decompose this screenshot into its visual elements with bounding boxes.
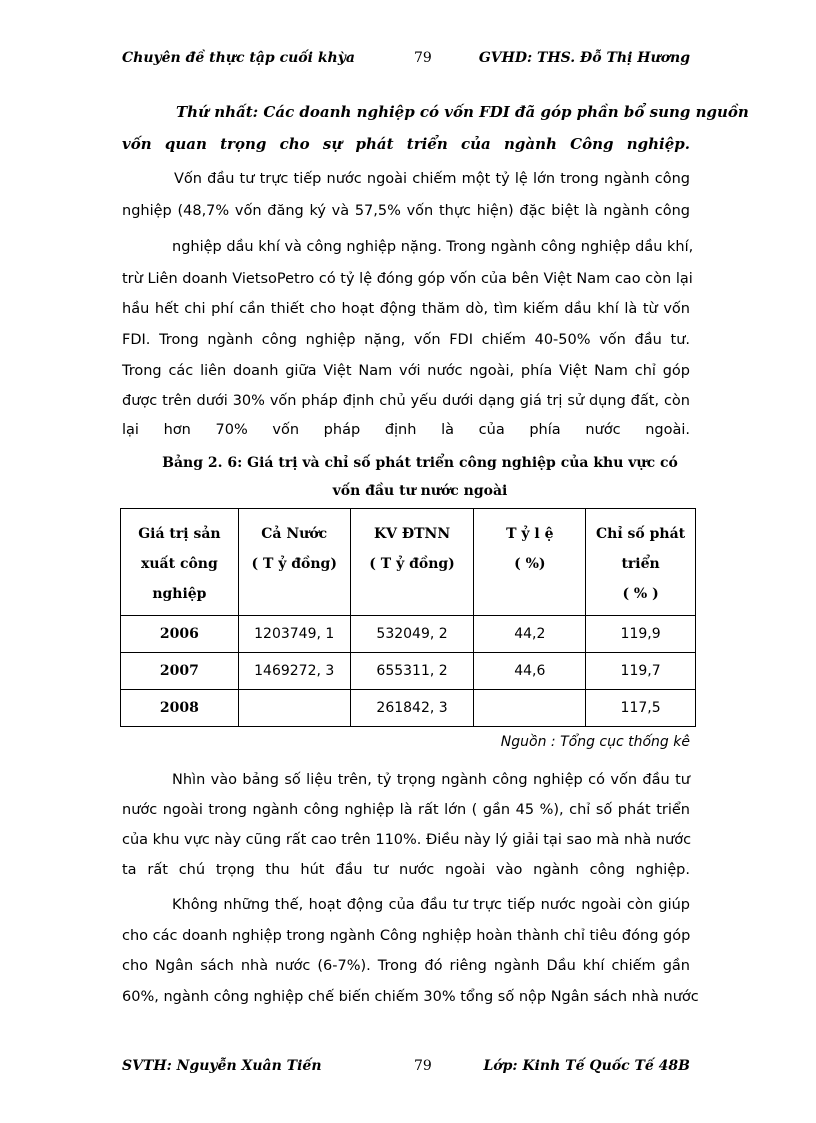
paragraph-line: Không những thế, hoạt động của đầu tư trực tiếp nước ngoài còn giúp (172, 897, 690, 913)
col-header-growth-index: Chỉ số phát triển ( % ) (586, 509, 696, 616)
col-header-production-value: Giá trị sản xuất công nghiệp (121, 509, 239, 616)
footer-page-number: 79 (414, 1058, 432, 1074)
cell-growth-index: 119,7 (586, 653, 696, 690)
intro-heading-line-2: vốn quan trọng cho sự phát triển của ngành Công nghiệp. (122, 135, 690, 153)
paragraph-line: ta rất chú trọng thu hút đầu tư nước ngoài vào ngành công nghiệp. (122, 862, 690, 878)
table-row (121, 616, 696, 653)
footer-left: SVTH: Nguyễn Xuân Tiến (122, 1058, 322, 1074)
paragraph-line: lại hơn 70% vốn pháp định là của phía nước ngoài. (122, 422, 690, 438)
paragraph-line: nghiệp (48,7% vốn đăng ký và 57,5% vốn thực hiện) đặc biệt là ngành công (122, 203, 690, 219)
paragraph-line: hầu hết chi phí cần thiết cho hoạt động thăm dò, tìm kiếm dầu khí là từ vốn (122, 301, 690, 317)
paragraph-line: FDI. Trong ngành công nghiệp nặng, vốn FDI chiếm 40-50% vốn đầu tư. (122, 332, 690, 348)
paragraph-line: Trong các liên doanh giữa Việt Nam với nước ngoài, phía Việt Nam chỉ góp (122, 363, 690, 379)
paragraph-line: Nhìn vào bảng số liệu trên, tỷ trọng ngành công nghiệp có vốn đầu tư (172, 772, 690, 788)
paragraph-line: cho các doanh nghiệp trong ngành Công nghiệp hoàn thành chỉ tiêu đóng góp (122, 928, 691, 944)
header-left: Chuyên đề thực tập cuối khỳa (122, 50, 355, 66)
cell-fdi-sector: 532049, 2 (350, 616, 474, 653)
table-row (121, 690, 696, 727)
cell-ratio (474, 690, 586, 727)
paragraph-line: trừ Liên doanh VietsoPetro có tỷ lệ đóng góp vốn của bên Việt Nam cao còn lại (122, 271, 693, 287)
cell-whole-country: 1203749, 1 (238, 616, 350, 653)
header-page-number: 79 (414, 50, 432, 66)
paragraph-line: Vốn đầu tư trực tiếp nước ngoài chiếm một tỷ lệ lớn trong ngành công (174, 171, 690, 187)
cell-fdi-sector: 261842, 3 (350, 690, 474, 727)
col-header-fdi-sector: KV ĐTNN ( T ỷ đồng) (350, 509, 474, 616)
header-right: GVHD: THS. Đỗ Thị Hương (478, 50, 690, 66)
cell-whole-country: 1469272, 3 (238, 653, 350, 690)
col-header-ratio: T ỷ l ệ ( %) (474, 509, 586, 616)
table-row (121, 653, 696, 690)
paragraph-line: được trên dưới 30% vốn pháp định chủ yếu dưới dạng giá trị sử dụng đất, còn (122, 393, 690, 409)
cell-fdi-sector: 655311, 2 (350, 653, 474, 690)
footer-right: Lớp: Kinh Tế Quốc Tế 48B (483, 1058, 690, 1074)
intro-heading-line-1: Thứ nhất: Các doanh nghiệp có vốn FDI đã góp phần bổ sung nguồn (176, 103, 749, 121)
paragraph-line: cho Ngân sách nhà nước (6-7%). Trong đó riêng ngành Dầu khí chiếm gần (122, 958, 690, 974)
cell-year: 2007 (121, 653, 239, 690)
table-source: Nguồn : Tổng cục thống kê (500, 734, 690, 750)
cell-ratio: 44,2 (474, 616, 586, 653)
col-header-whole-country: Cả Nước ( T ỷ đồng) (238, 509, 350, 616)
cell-ratio: 44,6 (474, 653, 586, 690)
cell-growth-index: 119,9 (586, 616, 696, 653)
page-footer (122, 1058, 690, 1080)
cell-growth-index: 117,5 (586, 690, 696, 727)
paragraph-line: nước ngoài trong ngành công nghiệp là rất lớn ( gần 45 %), chỉ số phát triển (122, 802, 690, 818)
table-caption-line-2: vốn đầu tư nước ngoài (332, 483, 508, 499)
table-caption-line-1: Bảng 2. 6: Giá trị và chỉ số phát triển công nghiệp của khu vực có (162, 455, 678, 471)
paragraph-line: 60%, ngành công nghiệp chế biến chiếm 30% tổng số nộp Ngân sách nhà nước (122, 989, 699, 1005)
cell-whole-country (238, 690, 350, 727)
table-header-row (121, 509, 696, 616)
fdi-industry-table (120, 508, 696, 727)
cell-year: 2008 (121, 690, 239, 727)
paragraph-line: của khu vực này cũng rất cao trên 110%. Điều này lý giải tại sao mà nhà nước (122, 832, 692, 848)
page-header (122, 50, 690, 72)
paragraph-line: nghiệp dầu khí và công nghiệp nặng. Trong ngành công nghiệp dầu khí, (172, 239, 694, 255)
cell-year: 2006 (121, 616, 239, 653)
